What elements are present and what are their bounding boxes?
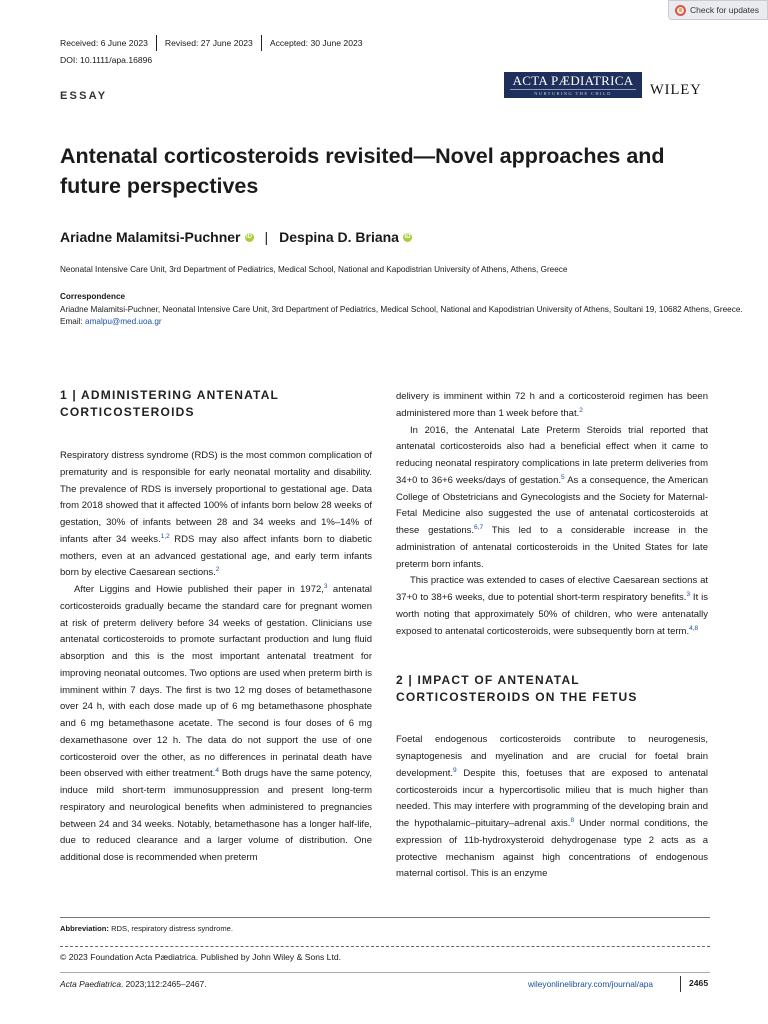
paragraph: Foetal endogenous corticosteroids contribute to neurogenesis, synaptogenesis and myelination and are crucial for foetal brain development.$^9$ Despite this, foetuses that are exposed to antenatal corticosteroids incur a hypercortisolic milieu that is much higher than needed. This may interfere with programming of the developing brain and the hypothalamic–pituitary–adrenal axis.$^8$ Under normal conditions, the expression of 11b-hydroxysteroid dehydrogenase type 2 acts as a protective mechanism against high concentrations of endogenous maternal cortisol. This is an enzyme xyxy=(396,734,708,880)
doi[interactable]: DOI: 10.1111/apa.16896 xyxy=(60,55,153,65)
author-name[interactable]: Ariadne Malamitsi-Puchner xyxy=(60,229,241,245)
author-name[interactable]: Despina D. Briana xyxy=(279,229,399,245)
article-type: ESSAY xyxy=(60,90,108,102)
orcid-icon[interactable]: iD xyxy=(246,233,252,240)
email-link[interactable]: amalpu@med.uoa.gr xyxy=(85,317,162,326)
reference-link[interactable]: 2 xyxy=(579,406,583,414)
footnote-divider xyxy=(60,917,710,918)
check-for-updates-label: Check for updates xyxy=(690,5,759,15)
reference-link[interactable]: 3 xyxy=(323,582,328,590)
right-column xyxy=(396,389,708,883)
paragraph: This practice was extended to cases of elective Caesarean sections at 37+0 to 38+6 weeks, due to potential short-term respiratory benefits.$^3$ It is worth noting that approximately 50% of children, who were antenatally exposed to antenatal corticosteroids, were subsequently born at term.$^{4,8}$ xyxy=(396,575,708,637)
crossmark-icon xyxy=(675,5,686,16)
author-list xyxy=(60,229,412,245)
article-title: Antenatal corticosteroids revisited—Novel approaches and future perspectives xyxy=(60,144,665,198)
paragraph: After Liggins and Howie published their paper in 1972,$^3$ antenatal corticosteroids gradually became the standard care for pregnant women at risk of preterm delivery before 34 weeks of gestation. Clinicians use antenatal corticosteroids to promote surfactant production and lung fluid absorption and this is the most important antenatal treatment for improving neonatal outcomes. Two options are used when preterm birth is imminent within 7 days. The first is two 12 mg doses of betamethasone over 24 h, with each dose made up of 6 mg betamethasone phosphate and 6 mg betamethasone acetate. The second is four doses of 6 mg dexamethasone over 12 h. The data do not support the use of one corticosteroid over the other, as no differences in perinatal death have been observed with either treatment.$^4$ Both drugs have the same potency, induce mild short-term immunosuppression and present long-term respiratory and neurological benefits when administered to pregnancies between 24 and 34 weeks. Notably, betamethasone has a longer half-life, due to reduced clearance and a larger volume of distribution. One additional dose is recommended when preterm xyxy=(60,582,372,863)
page-number: 2465 xyxy=(680,976,708,992)
reference-link[interactable]: 4,8 xyxy=(689,624,699,632)
reference-link[interactable]: 9 xyxy=(453,766,457,774)
author-separator: | xyxy=(264,229,269,245)
section-heading: 1 | ADMINISTERING ANTENATAL CORTICOSTEROIDS xyxy=(60,388,279,419)
correspondence-heading: Correspondence xyxy=(60,292,126,301)
journal-name: ACTA PÆDIATRICA xyxy=(512,73,634,88)
article-history xyxy=(60,35,371,51)
paragraph: delivery is imminent within 72 h and a corticosteroid regimen has been administered more than 1 week before that.$^2$ xyxy=(396,391,708,419)
reference-link[interactable]: 8 xyxy=(570,816,575,824)
reference-link[interactable]: 4 xyxy=(215,767,219,775)
check-for-updates-button[interactable] xyxy=(668,0,768,20)
section-heading: 2 | IMPACT OF ANTENATAL CORTICOSTEROIDS ON THE FETUS xyxy=(396,673,638,705)
reference-link[interactable]: 3 xyxy=(686,590,690,598)
publisher-logo: WILEY xyxy=(650,82,702,98)
affiliation: Neonatal Intensive Care Unit, 3rd Department of Pediatrics, Medical School, National and Kapodistrian University of Athens, Athens, Greece xyxy=(60,265,568,274)
reference-link[interactable]: 5 xyxy=(561,473,565,481)
journal-tagline: NURTURING THE CHILD xyxy=(510,89,636,97)
accepted-date: Accepted: 30 June 2023 xyxy=(261,35,371,51)
abbreviation-note: Abbreviation: RDS, respiratory distress syndrome. xyxy=(60,924,234,933)
left-column xyxy=(60,387,372,867)
journal-logo xyxy=(504,72,642,98)
journal-website-link[interactable]: wileyonlinelibrary.com/journal/apa xyxy=(528,979,654,989)
correspondence-text: Ariadne Malamitsi-Puchner, Neonatal Intensive Care Unit, 3rd Department of Pediatrics, Medical School, National and Kapodistrian University of Athens, Soultani 19, 10682 Athens, Greece. xyxy=(60,304,743,314)
paragraph: Respiratory distress syndrome (RDS) is the most common complication of prematurity and is responsible for early neonatal mortality and disability. The prevalence of RDS is inversely proportional to gestational age. Data from 2018 showed that it affected 100% of infants born below 28 weeks of gestation, 30% of infants between 28 and 34 weeks and 1%–14% of infants after 34 weeks.$^{1,2}$ RDS may also affect infants born to diabetic mothers, even at an advanced gestational age, and early term infants born by elective Caesarean sections.$^2$ xyxy=(60,450,372,579)
citation: Acta Paediatrica. 2023;112:2465–2467. xyxy=(60,979,207,989)
footer-divider xyxy=(60,972,710,973)
reference-link[interactable]: 1,2 xyxy=(160,532,170,540)
dotted-divider xyxy=(60,946,710,947)
revised-date: Revised: 27 June 2023 xyxy=(156,35,261,51)
received-date: Received: 6 June 2023 xyxy=(60,38,148,48)
reference-link[interactable]: 6,7 xyxy=(474,523,484,531)
email-line: Email: amalpu@med.uoa.gr xyxy=(60,317,162,326)
reference-link[interactable]: 2 xyxy=(215,566,220,574)
orcid-icon[interactable]: iD xyxy=(404,233,411,240)
paragraph: In 2016, the Antenatal Late Preterm Steroids trial reported that antenatal corticosteroids also had a beneficial effect when it came to reducing neonatal respiratory complications in late preterm deliveries from 34+0 to 36+6 weeks/days of gestation.$^5$ As a consequence, the American College of Obstetricians and Gynecologists and the Society for Maternal-Fetal Medicine also suggested the use of antenatal corticosteroids at these gestations.$^{6,7}$ This led to a considerable increase in the administration of antenatal corticosteroids in the United States for late preterm born infants. xyxy=(396,424,708,570)
copyright: © 2023 Foundation Acta Pædiatrica. Published by John Wiley & Sons Ltd. xyxy=(60,952,342,962)
correspondence xyxy=(60,291,743,329)
